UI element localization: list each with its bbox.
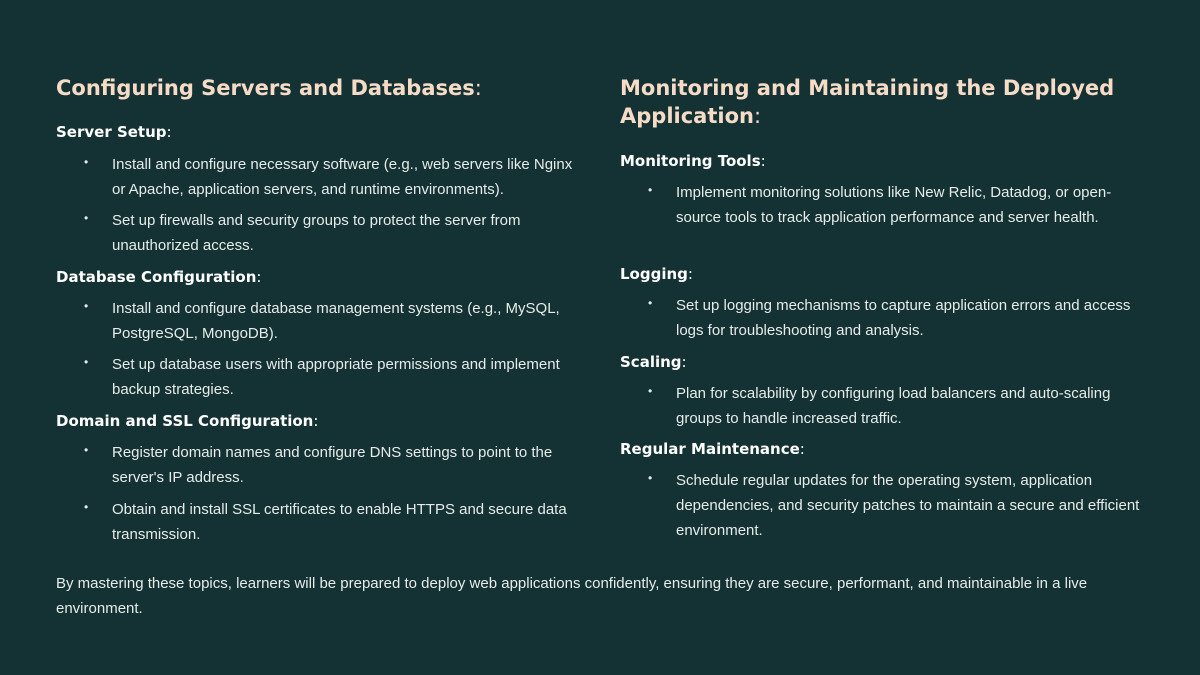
list-item: • Schedule regular updates for the operating system, application dependencies, and security patches to maintain a secure and efficient environment. bbox=[620, 468, 1140, 543]
list-item: • Install and configure database management systems (e.g., MySQL, PostgreSQL, MongoDB). bbox=[56, 296, 586, 346]
list-item: • Set up firewalls and security groups to protect the server from unauthorized access. bbox=[56, 208, 586, 258]
list-item: • Plan for scalability by configuring load balancers and auto-scaling groups to handle increased traffic. bbox=[620, 381, 1140, 431]
section-heading-domain-ssl: Domain and SSL Configuration: bbox=[56, 412, 319, 430]
section-heading-database-configuration: Database Configuration: bbox=[56, 268, 262, 286]
list-item: • Register domain names and configure DNS settings to point to the server's IP address. bbox=[56, 440, 586, 490]
bullet-icon: • bbox=[84, 299, 89, 313]
bullet-icon: • bbox=[648, 471, 653, 485]
right-title: Monitoring and Maintaining the Deployed Application: bbox=[620, 76, 1115, 128]
list-item: • Install and configure necessary software (e.g., web servers like Nginx or Apache, application servers, and runtime environments). bbox=[56, 152, 586, 202]
list-item: • Set up database users with appropriate permissions and implement backup strategies. bbox=[56, 352, 586, 402]
section-heading-regular-maintenance: Regular Maintenance: bbox=[620, 440, 805, 458]
bullet-icon: • bbox=[84, 211, 89, 225]
section-heading-logging: Logging: bbox=[620, 265, 693, 283]
list-item: • Implement monitoring solutions like New Relic, Datadog, or open-source tools to track application performance and server health. bbox=[620, 180, 1140, 230]
list-item: • Set up logging mechanisms to capture application errors and access logs for troubleshooting and analysis. bbox=[620, 293, 1140, 343]
bullet-icon: • bbox=[84, 500, 89, 514]
bullet-icon: • bbox=[648, 296, 653, 310]
list-item: • Obtain and install SSL certificates to enable HTTPS and secure data transmission. bbox=[56, 497, 586, 547]
bullet-icon: • bbox=[84, 355, 89, 369]
section-heading-server-setup: Server Setup: bbox=[56, 123, 172, 141]
bullet-icon: • bbox=[84, 443, 89, 457]
left-title: Configuring Servers and Databases: bbox=[56, 76, 482, 100]
summary-text: By mastering these topics, learners will be prepared to deploy web applications confidently, ensuring they are secure, performant, and maintainable in a live environment. bbox=[56, 575, 1088, 617]
bullet-icon: • bbox=[648, 183, 653, 197]
section-heading-scaling: Scaling: bbox=[620, 353, 687, 371]
bullet-icon: • bbox=[648, 384, 653, 398]
section-heading-monitoring-tools: Monitoring Tools: bbox=[620, 152, 766, 170]
bullet-icon: • bbox=[84, 155, 89, 169]
